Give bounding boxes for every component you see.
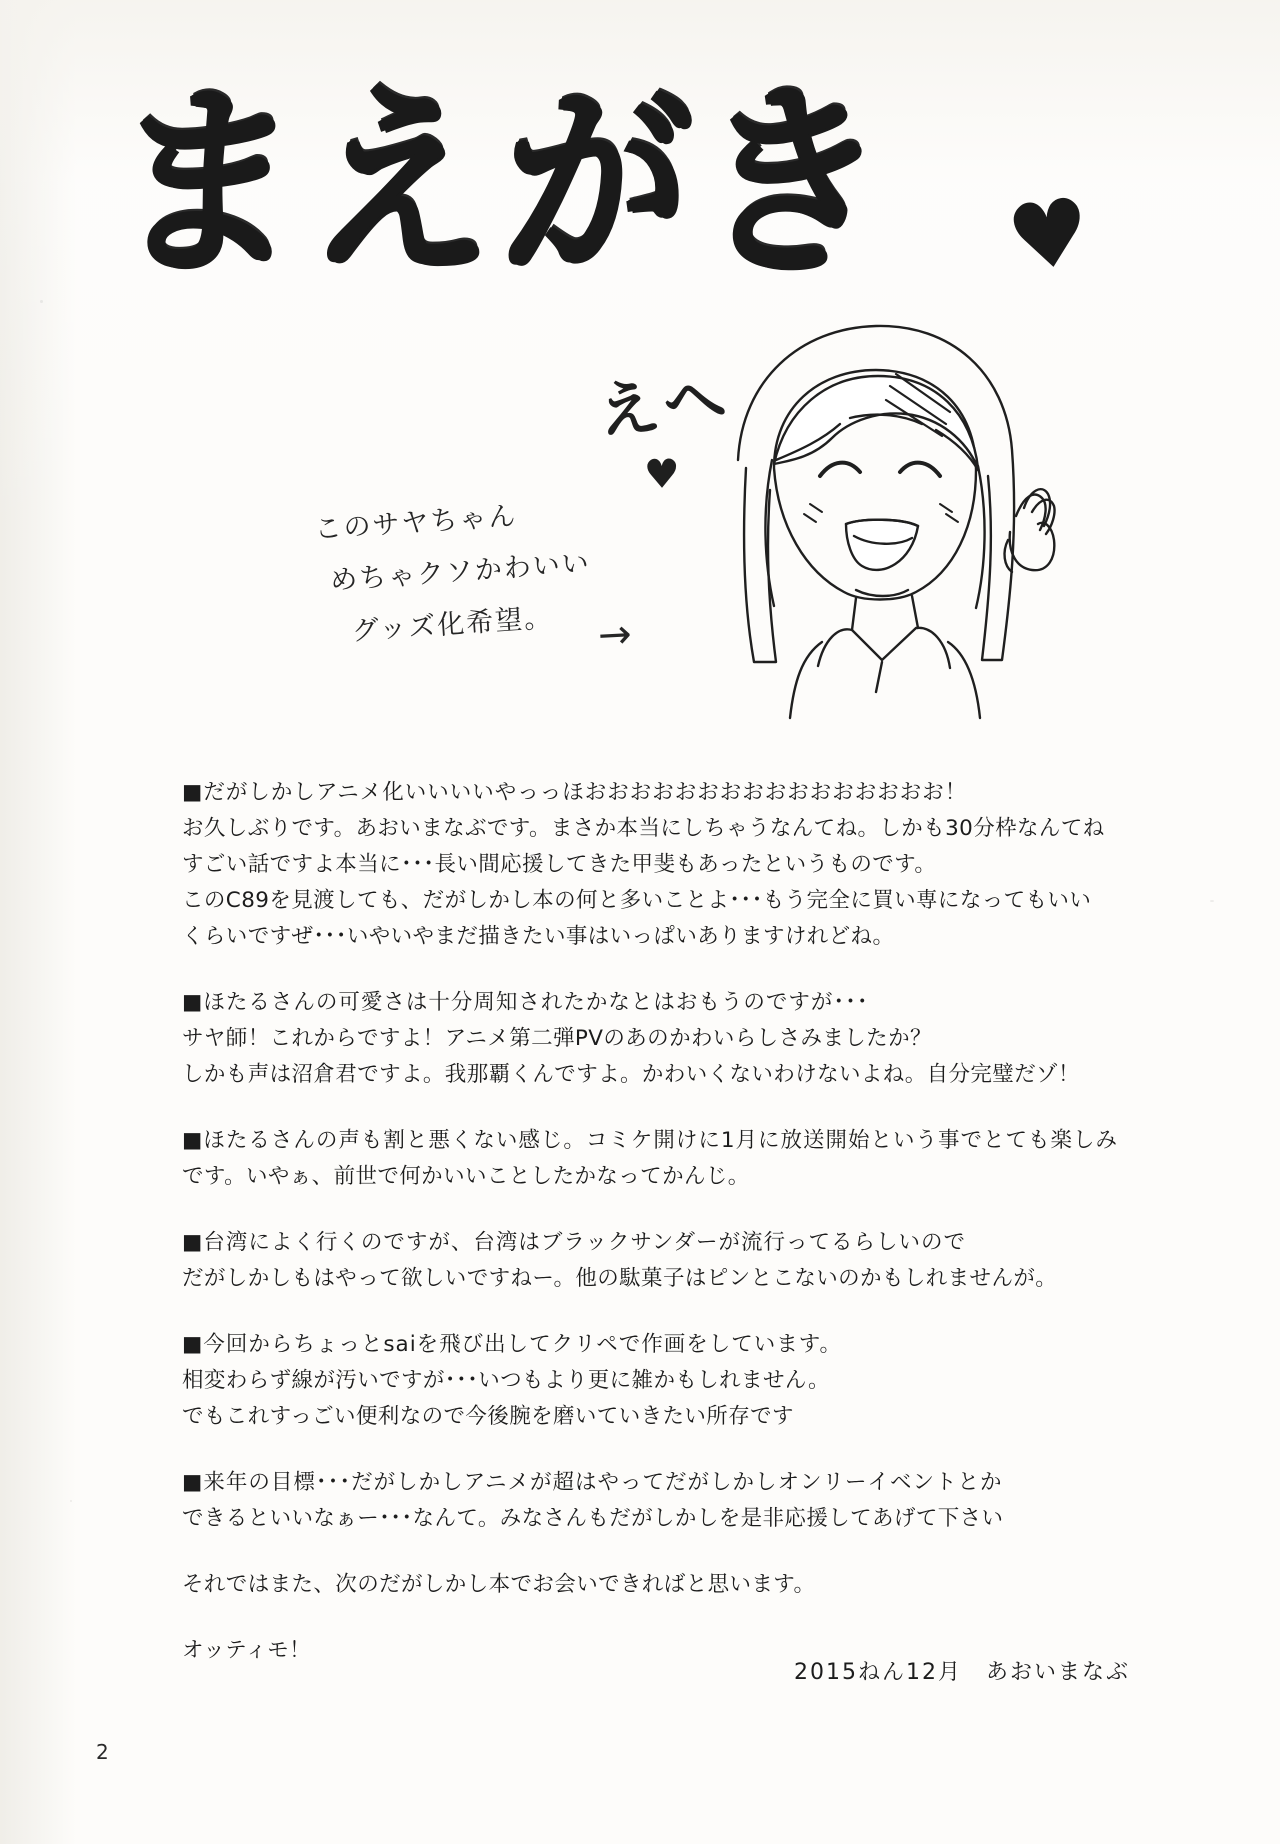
paragraph <box>182 1123 1142 1195</box>
paragraph-line: ■来年の目標･･･だがしかしアニメが超はやってだがしかしオンリーイベントとか <box>182 1470 1003 1495</box>
paragraph-line: でもこれすっごい便利なので今後腕を磨いていきたい所存です <box>182 1404 794 1429</box>
paragraph <box>182 775 1142 955</box>
handwritten-note <box>313 486 596 661</box>
paragraph-line: サヤ師！これからですよ！アニメ第二弾PVのあのかわいらしさみましたか？ <box>182 1026 932 1051</box>
paper-speckle <box>40 300 43 303</box>
paragraph-line: オッティモ！ <box>182 1638 312 1663</box>
character-illustration <box>650 300 1100 720</box>
paragraph <box>182 1327 1142 1435</box>
paragraph <box>182 1225 1142 1297</box>
paragraph-line: です。いやぁ、前世で何かいいことしたかなってかんじ。 <box>182 1164 750 1189</box>
page-number: 2 <box>96 1740 109 1764</box>
paragraph-line: ■今回からちょっとsaiを飛び出してクリペで作画をしています。 <box>182 1332 843 1357</box>
note-line-2: めちゃクソかわいい <box>329 547 592 597</box>
paragraph-line: ■台湾によく行くのですが、台湾はブラックサンダーが流行ってるらしいので <box>182 1230 966 1255</box>
paragraph <box>182 985 1142 1093</box>
paragraph-line: すごい話ですよ本当に･･･長い間応援してきた甲斐もあったというものです。 <box>182 852 937 877</box>
paragraph-line: できるといいなぁー･･･なんて。みなさんもだがしかしを是非応援してあげて下さい <box>182 1506 1004 1531</box>
paragraph-line: ■ほたるさんの声も割と悪くない感じ。コミケ開けに1月に放送開始という事でとても楽しみ <box>182 1128 1118 1153</box>
paragraph-line: ■だがしかしアニメ化いいいいやっっほおおおおおおおおおおおおおおおお！ <box>182 780 968 805</box>
paragraph-line: くらいですぜ･･･いやいやまだ描きたい事はいっぱいありますけれどね。 <box>182 924 895 949</box>
afterword-body <box>182 775 1142 1699</box>
paragraph-line: お久しぶりです。あおいまなぶです。まさか本当にしちゃうなんてね。しかも30分枠なんてね <box>182 816 1105 841</box>
heart-icon: ♥ <box>1000 176 1097 295</box>
paragraph-line: それではまた、次のだがしかし本でお会いできればと思います。 <box>182 1572 816 1597</box>
paragraph-line: このC89を見渡しても、だがしかし本の何と多いことよ･･･もう完全に買い専になってもいい <box>182 888 1092 913</box>
paper-speckle <box>1210 900 1214 902</box>
note-line-3: グッズ化希望。 <box>350 602 555 648</box>
small-heart-icon: ♥ <box>643 451 687 499</box>
ehe-text: えへ <box>593 360 736 450</box>
paragraph-line: だがしかしもはやって欲しいですねー。他の駄菓子はピンとこないのかもしれませんが。 <box>182 1266 1058 1291</box>
paragraph <box>182 1567 1142 1603</box>
paragraph <box>182 1465 1142 1537</box>
page-title: まえがき <box>107 59 901 305</box>
paragraph-line: しかも声は沼倉君ですよ。我那覇くんですよ。かわいくないわけないよね。自分完璧だゾ！ <box>182 1062 1080 1087</box>
note-line-1: このサヤちゃん <box>313 500 519 546</box>
paragraph-line: ■ほたるさんの可愛さは十分周知されたかなとはおもうのですが･･･ <box>182 990 869 1015</box>
arrow-icon: → <box>596 611 633 659</box>
paper-speckle <box>70 1500 72 1502</box>
signature: 2015ねん12月 あおいまなぶ <box>794 1660 1130 1685</box>
title-block <box>107 59 1120 330</box>
paragraph-line: 相変わらず線が汚いですが･･･いつもより更に雑かもしれません。 <box>182 1368 830 1393</box>
